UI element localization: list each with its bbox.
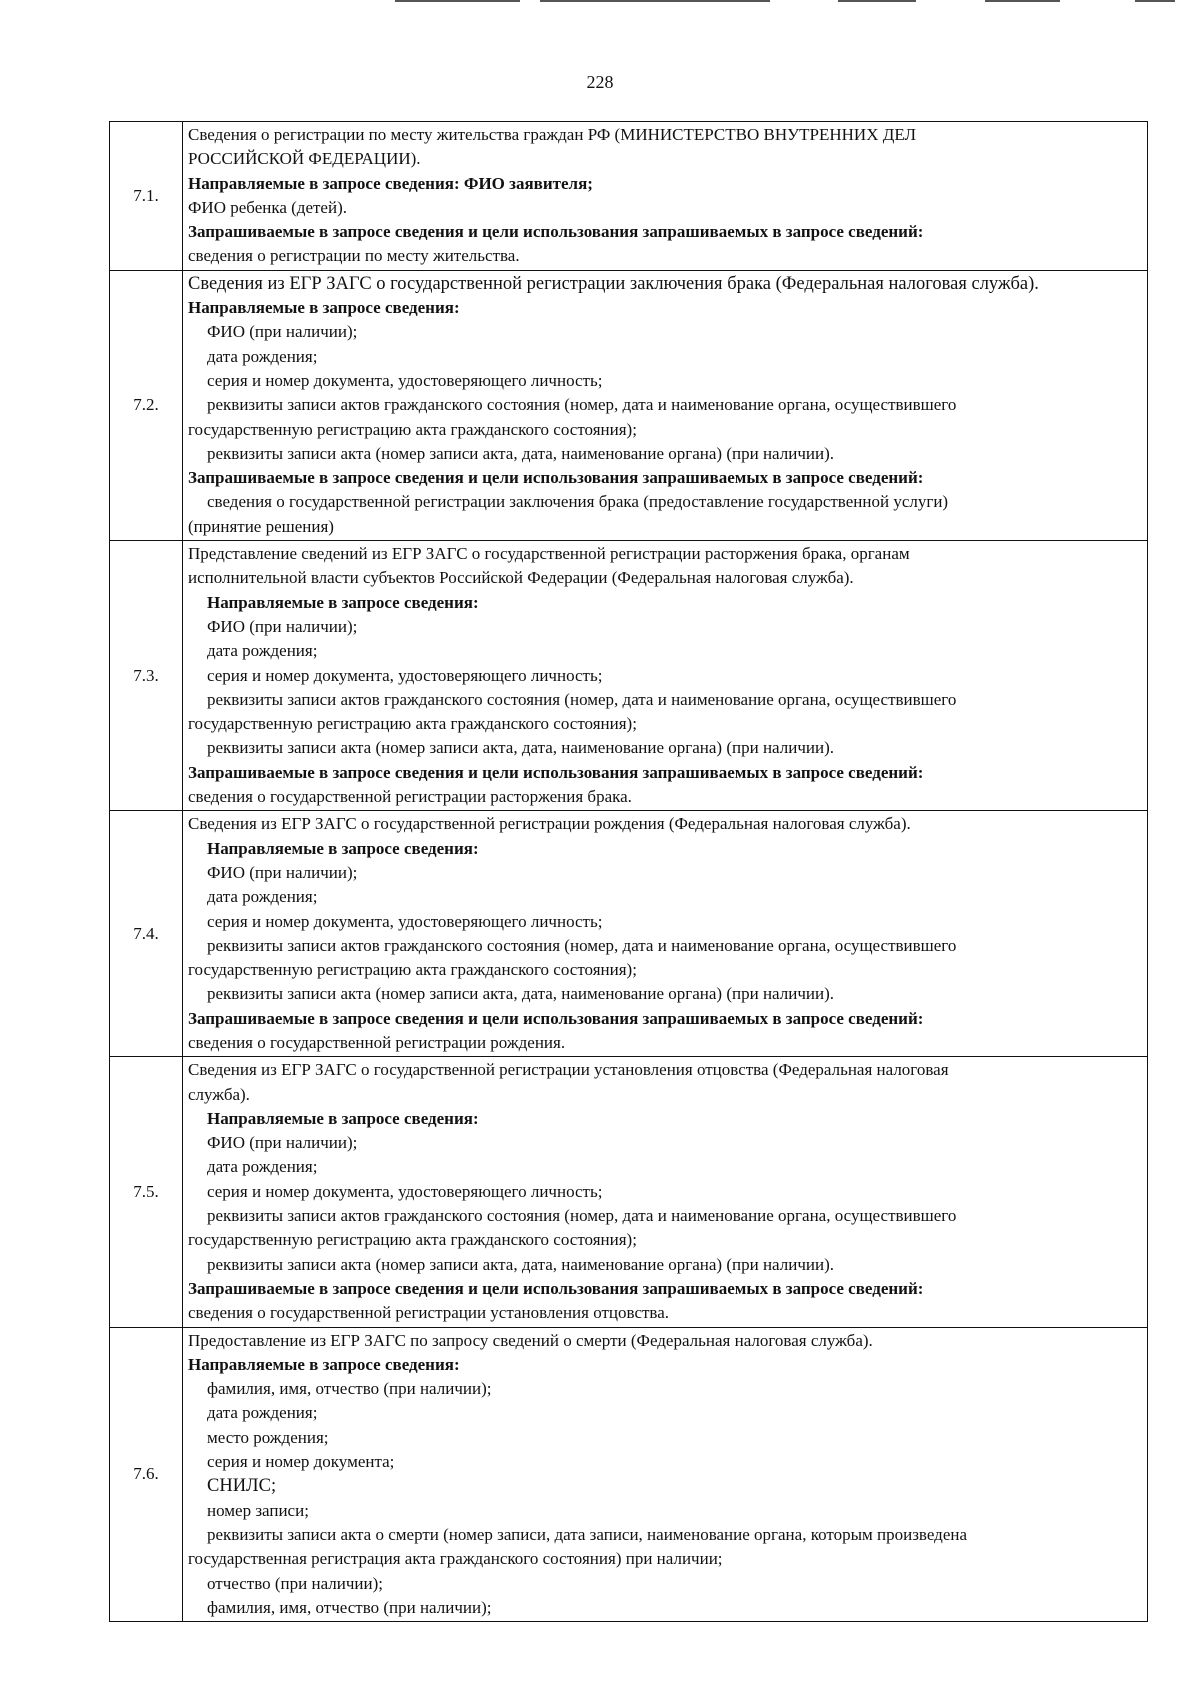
heading-line: Направляемые в запросе сведения: (207, 592, 479, 612)
heading-line: Запрашиваемые в запросе сведения и цели использования запрашиваемых в запросе сведений: (188, 762, 924, 782)
text-line: реквизиты записи акта (номер записи акта, дата, наименование органа) (при наличии). (207, 443, 834, 463)
text-line: Представление сведений из ЕГР ЗАГС о государственной регистрации расторжения брака, органам (188, 544, 910, 564)
text-line: реквизиты записи актов гражданского состояния (номер, дата и наименование органа, осуществившего (207, 689, 957, 709)
text-line: государственную регистрацию акта гражданского состояния); (188, 960, 637, 980)
text-line: отчество (при наличии); (207, 1573, 383, 1593)
text-line: сведения о регистрации по месту жительства. (188, 246, 520, 266)
heading-line: Запрашиваемые в запросе сведения и цели использования запрашиваемых в запросе сведений: (188, 1278, 924, 1298)
text-line: Направляемые в запросе сведения: ФИО заявителя; (188, 173, 593, 193)
row-content (183, 122, 1148, 271)
text-line: реквизиты записи акта (номер записи акта, дата, наименование органа) (при наличии). (207, 738, 834, 758)
text-line: реквизиты записи актов гражданского состояния (номер, дата и наименование органа, осуществившего (207, 935, 957, 955)
row-number: 7.6. (110, 1327, 183, 1622)
text-line: фамилия, имя, отчество (при наличии); (207, 1597, 492, 1617)
text-line: дата рождения; (207, 1403, 318, 1423)
scan-artifact-line (985, 0, 1060, 2)
row-number: 7.2. (110, 270, 183, 540)
text-line: Сведения из ЕГР ЗАГС о государственной регистрации заключения брака (Федеральная налоговая служба). (188, 273, 1039, 294)
text-line: ФИО (при наличии); (207, 322, 358, 342)
text-line: сведения о государственной регистрации заключения брака (предоставление государственной услуги) (207, 492, 949, 512)
scan-artifact-line (838, 0, 916, 2)
row-content (183, 1327, 1148, 1622)
table-row (110, 270, 1148, 540)
text-line: РОССИЙСКОЙ ФЕДЕРАЦИИ). (188, 149, 421, 169)
text-line: Предоставление из ЕГР ЗАГС по запросу сведений о смерти (Федеральная налоговая служба). (188, 1330, 873, 1350)
text-line: ФИО (при наличии); (207, 862, 358, 882)
heading-line: Запрашиваемые в запросе сведения и цели использования запрашиваемых в запросе сведений: (188, 222, 924, 242)
table-row (110, 122, 1148, 271)
text-line: реквизиты записи акта (номер записи акта, дата, наименование органа) (при наличии). (207, 1254, 834, 1274)
requests-table (109, 121, 1148, 1622)
heading-line: Направляемые в запросе сведения: (207, 838, 479, 858)
text-line: (принятие решения) (188, 516, 334, 536)
text-line: сведения о государственной регистрации рождения. (188, 1032, 566, 1052)
text-line: реквизиты записи акта (номер записи акта, дата, наименование органа) (при наличии). (207, 984, 834, 1004)
text-line: фамилия, имя, отчество (при наличии); (207, 1379, 492, 1399)
text-line: дата рождения; (207, 641, 318, 661)
row-content (183, 270, 1148, 540)
row-content (183, 541, 1148, 811)
text-line: государственную регистрацию акта гражданского состояния); (188, 714, 637, 734)
text-line: Сведения из ЕГР ЗАГС о государственной регистрации установления отцовства (Федеральная налоговая (188, 1060, 949, 1080)
table-row (110, 811, 1148, 1057)
table-row (110, 1327, 1148, 1622)
text-line: серия и номер документа; (207, 1452, 395, 1472)
text-line: Сведения из ЕГР ЗАГС о государственной регистрации рождения (Федеральная налоговая служба). (188, 814, 911, 834)
text-line: реквизиты записи акта о смерти (номер записи, дата записи, наименование органа, которым произведена (207, 1524, 968, 1544)
text-line: СНИЛС; (207, 1476, 277, 1497)
text-line: ФИО (при наличии); (207, 616, 358, 636)
text-line: место рождения; (207, 1427, 329, 1447)
text-line: дата рождения; (207, 1157, 318, 1177)
text-line: серия и номер документа, удостоверяющего личность; (207, 1181, 603, 1201)
scan-artifact-line (540, 0, 770, 2)
heading-line: Запрашиваемые в запросе сведения и цели использования запрашиваемых в запросе сведений: (188, 1008, 924, 1028)
row-content (183, 811, 1148, 1057)
text-line: дата рождения; (207, 346, 318, 366)
text-line: служба). (188, 1084, 250, 1104)
heading-line: Запрашиваемые в запросе сведения и цели использования запрашиваемых в запросе сведений: (188, 468, 924, 488)
text-line: дата рождения; (207, 887, 318, 907)
row-number: 7.5. (110, 1057, 183, 1327)
table-row (110, 1057, 1148, 1327)
text-line: государственную регистрацию акта гражданского состояния); (188, 419, 637, 439)
text-line: ФИО (при наличии); (207, 1133, 358, 1153)
text-line: государственную регистрацию акта гражданского состояния); (188, 1230, 637, 1250)
text-line: серия и номер документа, удостоверяющего личность; (207, 665, 603, 685)
table-row (110, 541, 1148, 811)
heading-line: Направляемые в запросе сведения: (188, 298, 460, 318)
scan-artifact-line (1135, 0, 1175, 2)
page-number: 228 (586, 72, 614, 92)
heading-line: Направляемые в запросе сведения: (188, 1354, 460, 1374)
row-number: 7.4. (110, 811, 183, 1057)
row-number: 7.3. (110, 541, 183, 811)
text-line: серия и номер документа, удостоверяющего личность; (207, 370, 603, 390)
text-line: государственная регистрация акта гражданского состояния) при наличии; (188, 1549, 723, 1569)
text-line: исполнительной власти субъектов Российской Федерации (Федеральная налоговая служба). (188, 568, 854, 588)
row-number: 7.1. (110, 122, 183, 271)
text-line: реквизиты записи актов гражданского состояния (номер, дата и наименование органа, осуществившего (207, 1206, 957, 1226)
row-content (183, 1057, 1148, 1327)
text-line: сведения о государственной регистрации установления отцовства. (188, 1303, 670, 1323)
text-line-bold (188, 172, 1141, 196)
text-line: реквизиты записи актов гражданского состояния (номер, дата и наименование органа, осуществившего (207, 395, 957, 415)
text-line: номер записи; (207, 1500, 309, 1520)
scan-artifact-line (395, 0, 520, 2)
text-line: Сведения о регистрации по месту жительства граждан РФ (МИНИСТЕРСТВО ВНУТРЕННИХ ДЕЛ (188, 125, 917, 144)
text-line: ФИО ребенка (детей). (188, 197, 347, 217)
heading-line: Направляемые в запросе сведения: (207, 1108, 479, 1128)
text-line: серия и номер документа, удостоверяющего личность; (207, 911, 603, 931)
text-line: сведения о государственной регистрации расторжения брака. (188, 787, 632, 807)
